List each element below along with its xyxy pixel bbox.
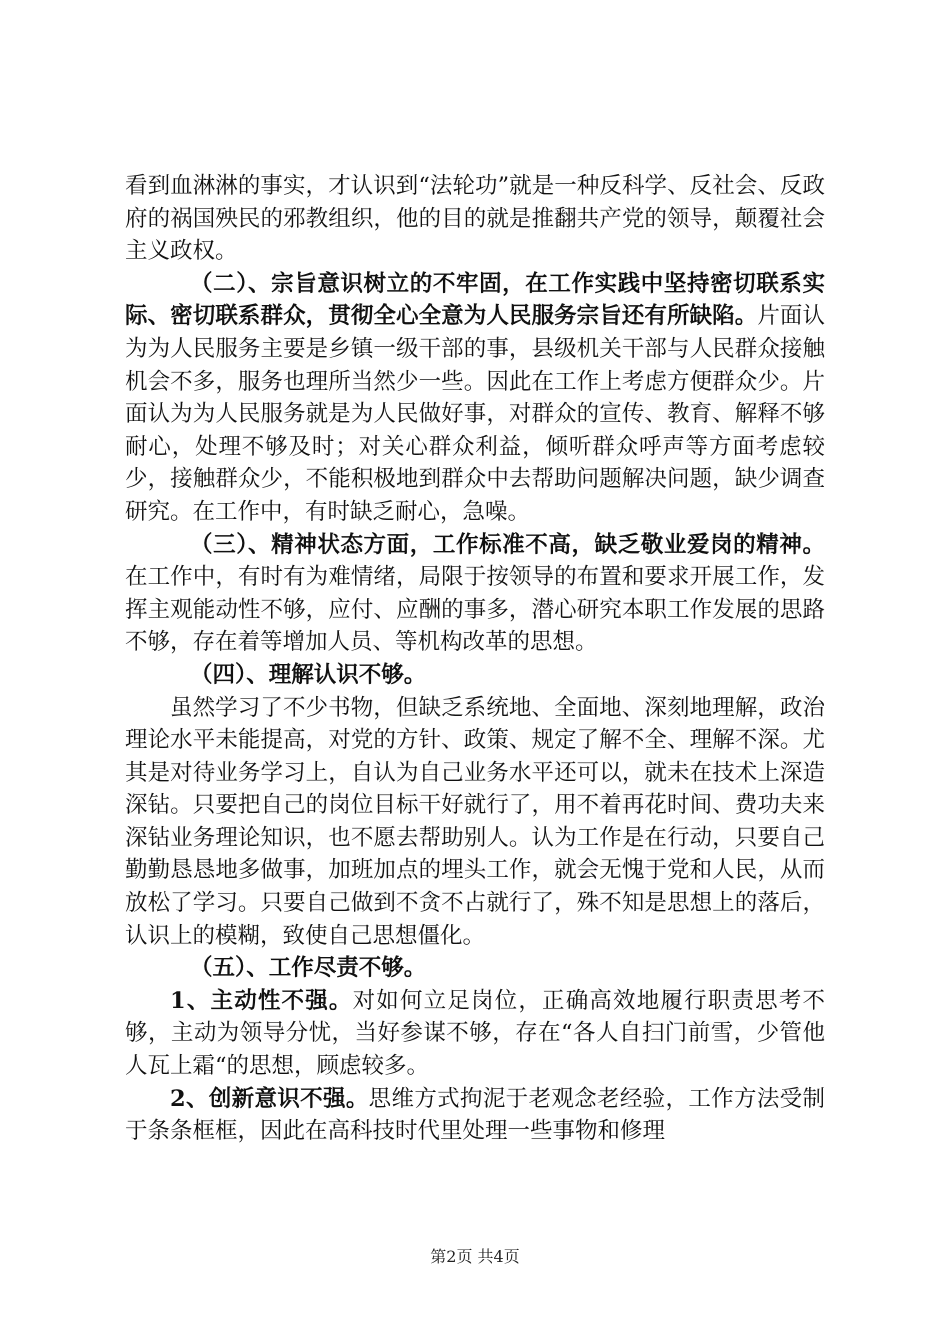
section-heading-2: （二）、宗旨意识树立的不牢固，在工作实践中坚持密切联系实际、密切联系群众，贯彻全心全意为人民服务宗旨还有所缺陷。 [125,270,825,330]
page-number: 第2页 共4页 [430,1247,520,1266]
paragraph-7 [125,985,825,1083]
paragraph-5 [125,692,825,953]
paragraph-6 [125,952,825,985]
paragraph-text: 虽然学习了不少书物，但缺乏系统地、全面地、深刻地理解，政治理论水平未能提高，对党的方针、政策、规定了解不全、理解不深。尤其是对待业务学习上，自认为自己业务水平还可以，就未在技术上深造深钻。只要把自己的岗位目标干好就行了，用不着再花时间、费功夫来深钻业务理论知识，也不愿去帮助别人。认为工作是在行动，只要自己勤勤恳恳地多做事，加班加点的埋头工作，就会无愧于党和人民，从而放松了学习。只要自己做到不贪不占就行了，殊不知是思想上的落后，认识上的模糊，致使自己思想僵化。 [125,694,825,949]
item-heading-2: 2、创新意识不强。 [170,1085,369,1112]
paragraph-1 [125,170,825,268]
page-footer [0,1244,950,1267]
item-heading-1: 1、主动性不强。 [170,987,353,1014]
document-body [125,170,825,1148]
paragraph-2 [125,268,825,529]
paragraph-text: 对如何立足岗位，正确高效地履行职责思考不够，主动为领导分忧，当好参谋不够，存在“各人自扫门前雪，少管他人瓦上霜“的思想，顾虑较多。 [125,987,825,1080]
paragraph-8 [125,1083,825,1148]
paragraph-4 [125,659,825,692]
section-heading-4: （四）、理解认识不够。 [190,661,427,688]
section-heading-3: （三）、精神状态方面，工作标准不高，缺乏敬业爱岗的精神。 [190,531,825,558]
paragraph-text: 看到血淋淋的事实，才认识到“法轮功”就是一种反科学、反社会、反政府的祸国殃民的邪教组织，他的目的就是推翻共产党的领导，颠覆社会主义政权。 [125,173,825,265]
paragraph-text: 在工作中，有时有为难情绪，局限于按领导的布置和要求开展工作，发挥主观能动性不够，应付、应酬的事多，潜心研究本职工作发展的思路不够，存在着等增加人员、等机构改革的思想。 [125,564,825,656]
section-heading-5: （五）、工作尽责不够。 [190,955,427,982]
paragraph-3 [125,529,825,659]
paragraph-text: 思维方式拘泥于老观念老经验，工作方法受制于条条框框，因此在高科技时代里处理一些事物和修理 [125,1085,825,1145]
paragraph-text: 片面认为为人民服务主要是乡镇一级干部的事，县级机关干部与人民群众接触机会不多，服务也理所当然少一些。因此在工作上考虑方便群众少。片面认为为人民服务就是为人民做好事，对群众的宣传、教育、解释不够耐心，处理不够及时；对关心群众利益，倾听群众呼声等方面考虑较少，接触群众少，不能积极地到群众中去帮助问题解决问题，缺少调查研究。在工作中，有时缺乏耐心，急噪。 [125,303,825,525]
